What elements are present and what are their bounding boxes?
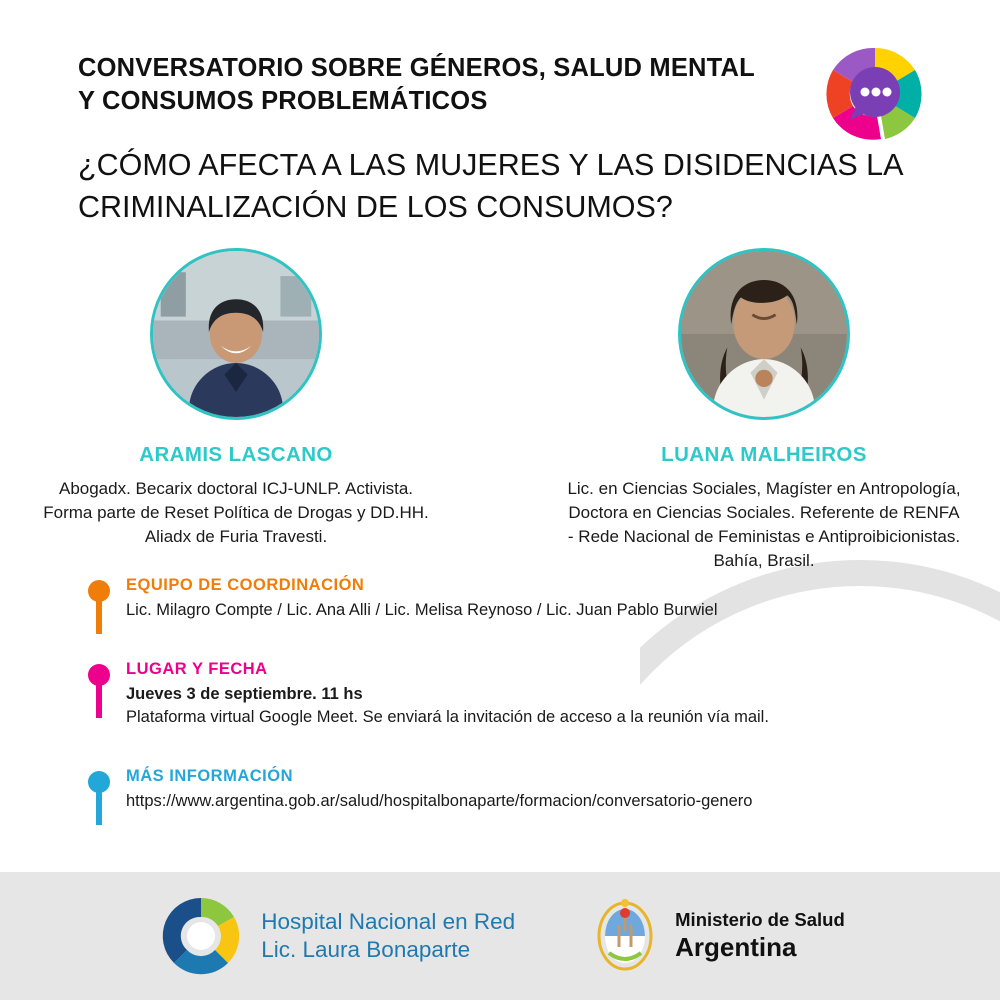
info-date: Jueves 3 de septiembre. 11 hs <box>126 685 363 704</box>
event-kicker: CONVERSATORIO SOBRE GÉNEROS, SALUD MENTAL Y CONSUMOS PROBLEMÁTICOS <box>78 54 755 115</box>
info-block-more-info <box>88 767 928 813</box>
hospital-line-1: Hospital Nacional en Red <box>261 908 516 934</box>
info-text: Plataforma virtual Google Meet. Se enviará la invitación de acceso a la reunión vía mail. <box>126 708 769 727</box>
ministry-logo-group <box>589 895 845 977</box>
speakers-section <box>0 248 1000 574</box>
info-section <box>88 576 928 851</box>
info-block-coordination <box>88 576 928 622</box>
ministry-line-2: Argentina <box>675 931 797 962</box>
ministry-line-1: Ministerio de Salud <box>675 909 845 931</box>
argentina-coat-of-arms-icon <box>589 895 661 977</box>
chat-bubble-ring-logo <box>822 42 928 146</box>
pin-marker-icon <box>88 771 110 825</box>
speaker-name: ARAMIS LASCANO <box>139 443 333 466</box>
page-title: ¿CÓMO AFECTA A LAS MUJERES Y LAS DISIDENCIAS LA CRIMINALIZACIÓN DE LOS CONSUMOS? <box>78 148 902 224</box>
speaker-bio: Abogadx. Becarix doctoral ICJ-UNLP. Activista. Forma parte de Reset Política de Drogas y DD.HH. Aliadx de Furia Travesti. <box>43 479 429 547</box>
footer-bar <box>0 872 1000 1000</box>
pin-marker-icon <box>88 664 110 718</box>
pin-marker-icon <box>88 580 110 634</box>
speaker-card <box>36 248 436 574</box>
ministry-name <box>675 909 845 962</box>
info-text: Lic. Milagro Compte / Lic. Ana Alli / Lic. Melisa Reynoso / Lic. Juan Pablo Burwiel <box>126 601 718 619</box>
hospital-logo-group <box>155 890 515 982</box>
speaker-bio: Lic. en Ciencias Sociales, Magíster en Antropología, Doctora en Ciencias Sociales. Referente de RENFA - Rede Nacional de Feministas e Antiproibicionistas. Bahía, Brasil. <box>567 479 961 571</box>
speaker-portrait-aramis <box>150 248 322 420</box>
hospital-name <box>261 908 515 964</box>
info-url[interactable]: https://www.argentina.gob.ar/salud/hospitalbonaparte/formacion/conversatorio-genero <box>126 792 753 811</box>
speaker-name: LUANA MALHEIROS <box>661 443 867 466</box>
info-label: MÁS INFORMACIÓN <box>126 767 293 786</box>
info-block-place-date <box>88 660 928 729</box>
info-label: EQUIPO DE COORDINACIÓN <box>126 576 365 594</box>
speaker-portrait-luana <box>678 248 850 420</box>
info-label: LUGAR Y FECHA <box>126 660 268 679</box>
hospital-line-2: Lic. Laura Bonaparte <box>261 937 471 962</box>
speaker-card <box>564 248 964 574</box>
circular-swirl-logo <box>155 890 247 982</box>
